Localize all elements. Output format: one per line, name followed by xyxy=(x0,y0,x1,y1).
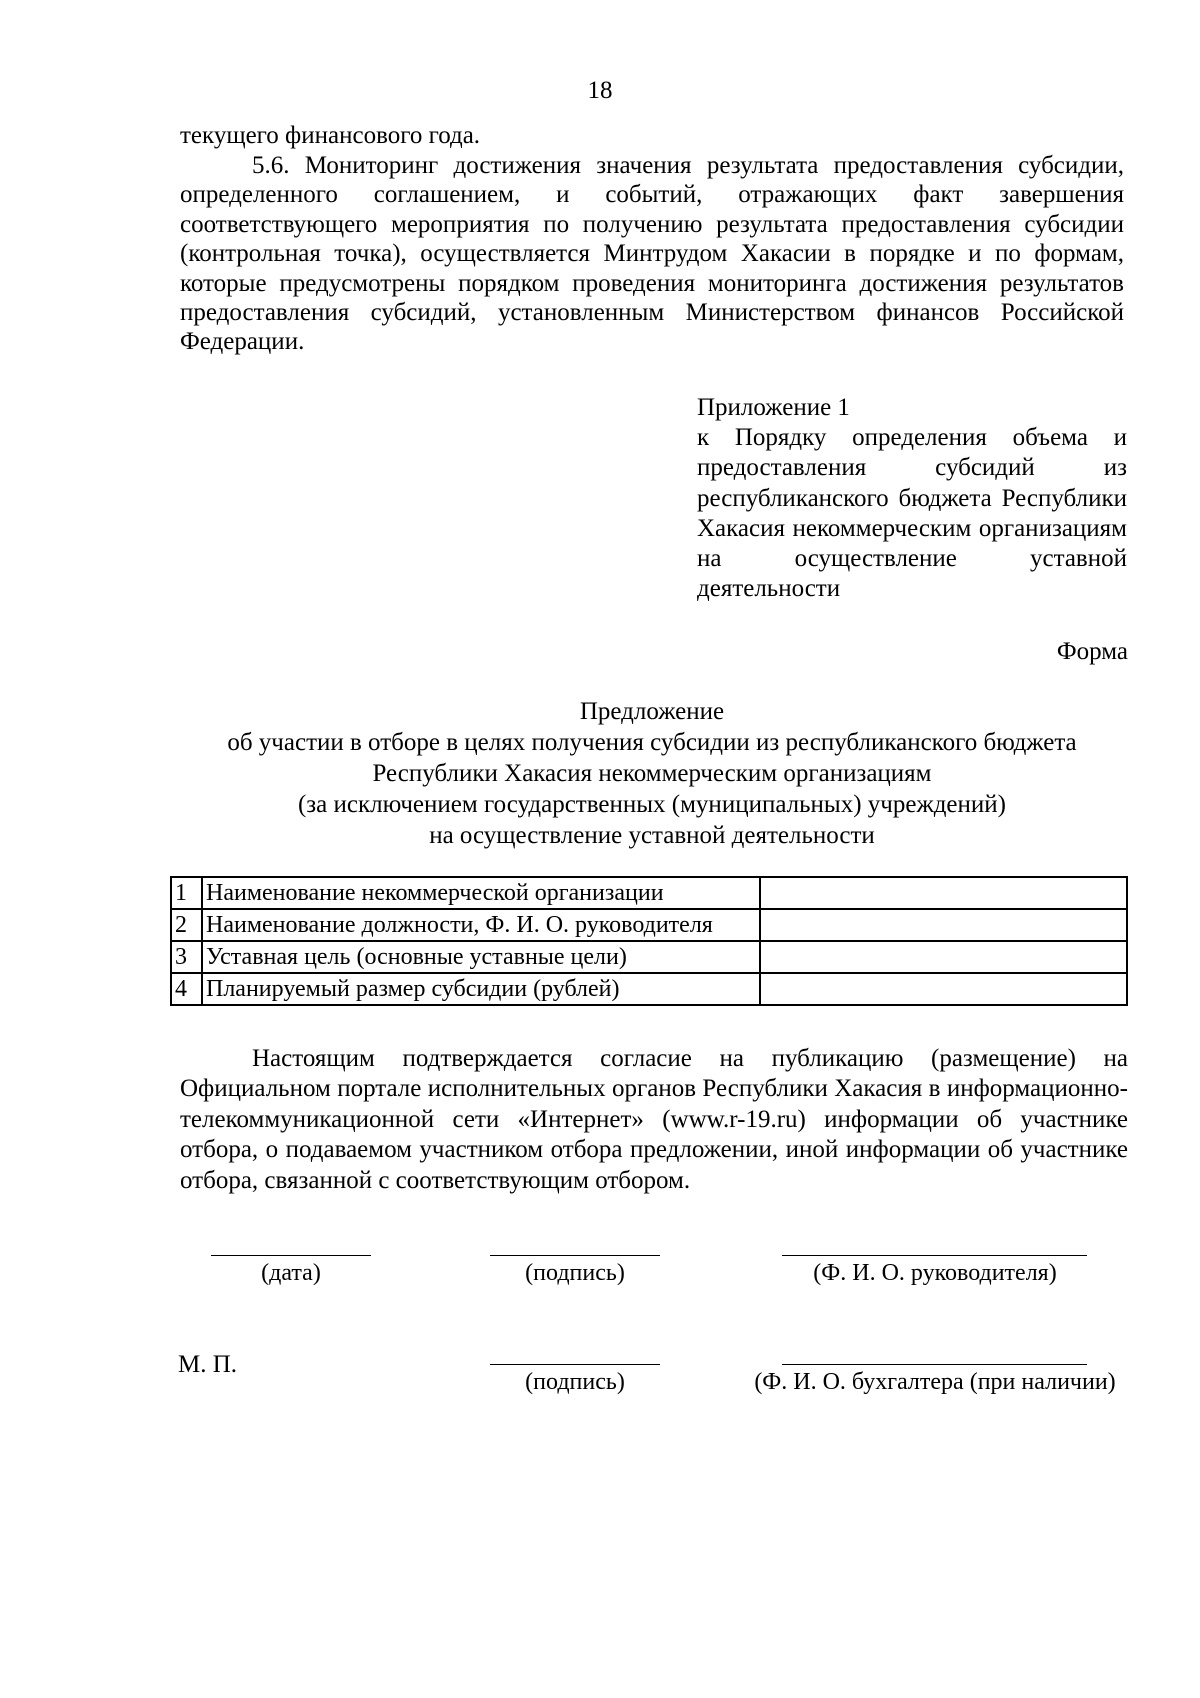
row-value-cell[interactable] xyxy=(760,877,1127,909)
signature-line-2[interactable] xyxy=(490,1364,660,1365)
row-value-cell[interactable] xyxy=(760,909,1127,941)
proposal-line-2: Республики Хакасия некоммерческим организациям xyxy=(372,760,932,787)
row-label: Планируемый размер субсидии (рублей) xyxy=(202,973,760,1005)
signature-line[interactable] xyxy=(490,1255,660,1256)
proposal-table xyxy=(170,876,1128,1006)
appendix-block xyxy=(697,393,1127,604)
form-label: Форма xyxy=(1056,638,1128,665)
proposal-heading xyxy=(180,696,1124,851)
page-number: 18 xyxy=(587,77,613,104)
row-label: Наименование некоммерческой организации xyxy=(202,877,760,909)
appendix-body: к Порядку определения объема и предоставления субсидий из республиканского бюджета Республики Хакасия некоммерческим организациям на осуществление уставной деятельности xyxy=(697,424,1127,603)
row-number: 2 xyxy=(171,909,202,941)
accountant-caption: (Ф. И. О. бухгалтера (при наличии) xyxy=(754,1369,1116,1395)
proposal-title: Предложение xyxy=(579,698,725,725)
accountant-name-line[interactable] xyxy=(782,1364,1087,1365)
proposal-line-4: на осуществление уставной деятельности xyxy=(429,822,875,849)
head-name-line[interactable] xyxy=(782,1255,1087,1256)
table-row xyxy=(171,877,1127,909)
date-line[interactable] xyxy=(211,1255,371,1256)
row-label: Уставная цель (основные уставные цели) xyxy=(202,941,760,973)
stamp-label: М. П. xyxy=(178,1351,238,1378)
intro-line: текущего финансового года. xyxy=(180,122,481,149)
row-value-cell[interactable] xyxy=(760,973,1127,1005)
signature-caption-2: (подпись) xyxy=(525,1369,625,1395)
row-label: Наименование должности, Ф. И. О. руководителя xyxy=(202,909,760,941)
consent-paragraph: Настоящим подтверждается согласие на публикацию (размещение) на Официальном портале исполнительных органов Республики Хакасия в информационно-телекоммуникационной сети «Интернет» (www.r-19.ru) информации об участнике отбора, о подаваемом участником отбора предложении, иной информации об участнике отбора, связанной с соответствующим отбором. xyxy=(180,1045,1128,1194)
row-number: 1 xyxy=(171,877,202,909)
date-caption: (дата) xyxy=(261,1260,321,1286)
row-value-cell[interactable] xyxy=(760,941,1127,973)
table-row xyxy=(171,909,1127,941)
row-number: 4 xyxy=(171,973,202,1005)
proposal-line-3: (за исключением государственных (муниципальных) учреждений) xyxy=(297,791,1006,818)
table-row xyxy=(171,973,1127,1005)
head-caption: (Ф. И. О. руководителя) xyxy=(813,1260,1057,1286)
signature-caption: (подпись) xyxy=(525,1260,625,1286)
appendix-title: Приложение 1 xyxy=(697,394,850,421)
row-number: 3 xyxy=(171,941,202,973)
table-row xyxy=(171,941,1127,973)
proposal-line-1: об участии в отборе в целях получения субсидии из республиканского бюджета xyxy=(227,729,1077,756)
section-5-6-paragraph: 5.6. Мониторинг достижения значения результата предоставления субсидии, определенного соглашением, и событий, отражающих факт завершения соответствующего мероприятия по получению результата предоставления субсидии (контрольная точка), осуществляется Минтрудом Хакасии в порядке и по формам, которые предусмотрены порядком проведения мониторинга достижения результатов предоставления субсидий, установленным Министерством финансов Российской Федерации. xyxy=(180,152,1124,356)
